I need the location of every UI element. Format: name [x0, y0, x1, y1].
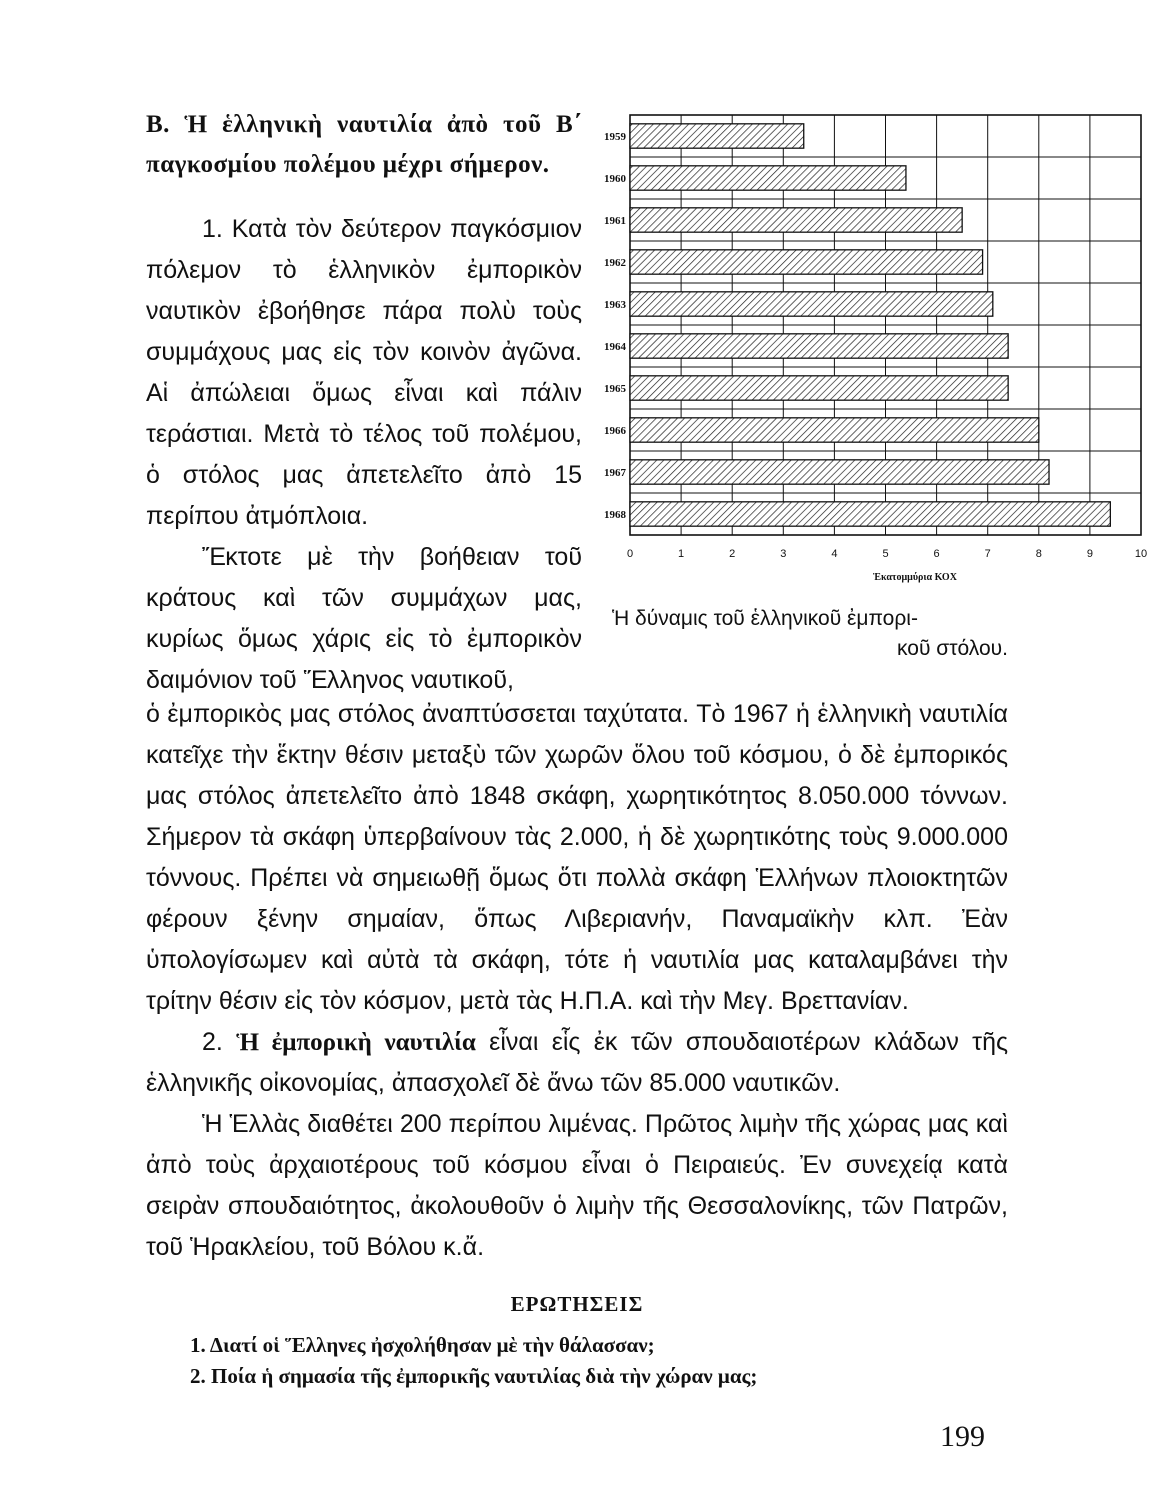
x-tick-label-10: 10	[1134, 548, 1148, 560]
x-tick-label-1: 1	[678, 548, 685, 560]
x-tick-label-4: 4	[831, 548, 838, 560]
left-column	[146, 105, 582, 701]
paragraph-1: 1. Κατὰ τὸν δεύτερον παγκόσμιον πόλεμον τὸ ἑλληνικὸν ἐμπορικὸν ναυτικὸν ἐβοήθησε πάρα πολὺ τοὺς συμμάχους μας εἰς τὸν κοινὸν ἀγῶνα. Αἱ ἀπώλειαι ὅμως εἶναι καὶ πάλιν τεράστιαι. Μετὰ τὸ τέλος τοῦ πολέμου, ὁ στόλος μας ἀπετελεῖτο ἀπὸ 15 περίπου ἀτμόπλοια.	[146, 215, 582, 530]
category-label-1961: 1961	[604, 215, 626, 227]
x-tick-label-2: 2	[729, 548, 736, 560]
full-width-text	[146, 694, 1008, 1268]
bar-1966	[630, 418, 1039, 442]
bar-1960	[630, 166, 906, 190]
category-label-1964: 1964	[604, 341, 626, 353]
category-label-1966: 1966	[604, 425, 626, 437]
x-tick-label-5: 5	[882, 548, 889, 560]
section-heading: Β. Ἡ ἑλληνικὴ ναυτιλία ἀπὸ τοῦ Β΄ παγκοσμίου πολέμου μέχρι σήμερον.	[146, 111, 582, 178]
bar-1963	[630, 292, 993, 316]
x-tick-label-8: 8	[1035, 548, 1042, 560]
paragraph-3-number: 2.	[202, 1028, 223, 1056]
bar-1965	[630, 376, 1008, 400]
category-label-1967: 1967	[604, 467, 626, 479]
paragraph-4: Ἡ Ἑλλὰς διαθέτει 200 περίπου λιμένας. Πρῶτος λιμὴν τῆς χώρας μας καὶ ἀπὸ τοὺς ἀρχαιοτέρους τοῦ κόσμου εἶναι ὁ Πειραιεύς. Ἐν συνεχείᾳ κατὰ σειρὰν σπουδαιότητος, ἀκολουθοῦν ὁ λιμὴν τῆς Θεσσαλονίκης, τῶν Πατρῶν, τοῦ Ἡρακλείου, τοῦ Βόλου κ.ἄ.	[146, 1110, 1008, 1261]
questions-list	[190, 1330, 1010, 1392]
x-tick-label-9: 9	[1086, 548, 1093, 560]
category-label-1968: 1968	[604, 509, 626, 521]
x-tick-label-0: 0	[626, 548, 634, 560]
page-number: 199	[940, 1420, 985, 1453]
bar-1968	[630, 502, 1110, 526]
x-tick-label-3: 3	[780, 548, 787, 560]
x-tick-label-6: 6	[933, 548, 940, 560]
x-axis-label: Ἑκατομμύρια ΚΟΧ	[873, 572, 957, 583]
category-label-1959: 1959	[604, 131, 626, 143]
category-label-1965: 1965	[604, 383, 626, 395]
paragraph-3	[146, 1022, 1008, 1104]
bar-1967	[630, 460, 1049, 484]
caption-line-1: Ἡ δύναμις τοῦ ἑλληνικοῦ ἐμπορι-	[612, 607, 918, 630]
paragraph-3-bold: Ἡ ἐμπορικὴ ναυτιλία	[236, 1029, 476, 1056]
bar-1964	[630, 334, 1008, 358]
category-label-1963: 1963	[604, 299, 626, 311]
chart-caption	[612, 604, 1008, 664]
paragraph-3-rest: εἶναι εἷς ἐκ τῶν σπουδαιοτέρων κλάδων τῆς ἑλληνικῆς οἰκονομίας, ἀπασχολεῖ δὲ ἄνω τῶν 85.000 ναυτικῶν.	[146, 1028, 1009, 1097]
paragraph-2-continued: ὁ ἐμπορικὸς μας στόλος ἀναπτύσσεται ταχύτατα. Τὸ 1967 ἡ ἑλληνικὴ ναυτιλία κατεῖχε τὴν ἕκτην θέσιν μεταξὺ τῶν χωρῶν ὅλου τοῦ κόσμου, ὁ δὲ ἐμπορικός μας στόλος ἀπετελεῖτο ἀπὸ 1848 σκάφη, χωρητικότητος 8.050.000 τόννων. Σήμερον τὰ σκάφη ὑπερβαίνουν τὰς 2.000, ἡ δὲ χωρητικότης τοὺς 9.000.000 τόννους. Πρέπει νὰ σημειωθῇ ὅμως ὅτι πολλὰ σκάφη Ἑλλήνων πλοιοκτητῶν φέρουν ξένην σημαίαν, ὅπως Λιβεριανήν, Παναμαϊκὴν κλπ. Ἐὰν ὑπολογίσωμεν καὶ αὐτὰ τὰ σκάφη, τότε ἡ ναυτιλία μας καταλαμβάνει τὴν τρίτην θέσιν εἰς τὸν κόσμον, μετὰ τὰς Η.Π.Α. καὶ τὴν Μεγ. Βρεττανίαν.	[146, 700, 1008, 1015]
fleet-chart-svg	[580, 105, 1152, 605]
category-label-1962: 1962	[604, 257, 626, 269]
category-label-1960: 1960	[604, 173, 626, 185]
x-tick-label-7: 7	[984, 548, 991, 560]
fleet-chart	[580, 105, 1152, 605]
bar-1959	[630, 124, 804, 148]
question-1: 1. Διατί οἱ Ἕλληνες ἠσχολήθησαν μὲ τὴν θάλασσαν;	[190, 1333, 655, 1357]
bar-1962	[630, 250, 983, 274]
paragraph-2-start: Ἔκτοτε μὲ τὴν βοήθειαν τοῦ κράτους καὶ τῶν συμμάχων μας, κυρίως ὅμως χάρις εἰς τὸ ἐμπορικὸν δαιμόνιον τοῦ Ἕλληνος ναυτικοῦ,	[146, 543, 582, 694]
caption-line-2: κοῦ στόλου.	[897, 637, 1008, 660]
bar-1961	[630, 208, 962, 232]
questions-title: ΕΡΩΤΗΣΕΙΣ	[510, 1292, 644, 1316]
question-2: 2. Ποία ἡ σημασία τῆς ἐμπορικῆς ναυτιλίας διὰ τὴν χώραν μας;	[190, 1364, 758, 1388]
